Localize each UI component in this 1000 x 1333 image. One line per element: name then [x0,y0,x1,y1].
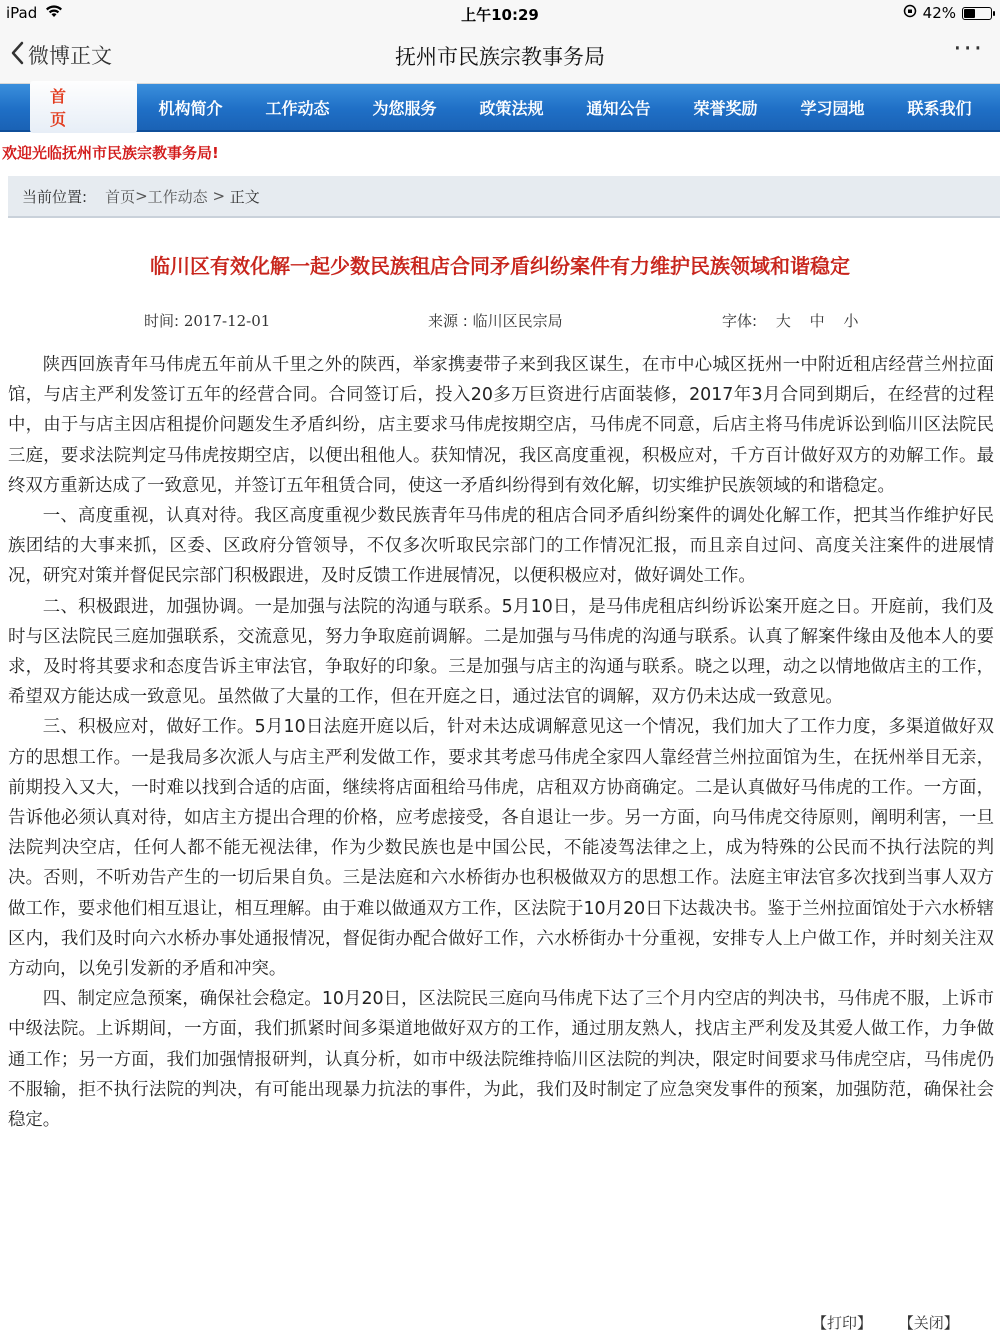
breadcrumb-label: 当前位置: [22,187,88,206]
device-name: iPad [6,4,38,22]
article-actions [812,1312,981,1333]
breadcrumb-separator: > [207,187,230,205]
font-size-controls: 字体: 大 中 小 [722,312,859,330]
article-date: 时间: 2017-12-01 [144,312,271,330]
menu-item-notices[interactable]: 通知公告 [586,98,651,118]
close-link[interactable]: 【关闭】 [898,1314,959,1332]
back-label: 微博正文 [28,44,112,68]
article-title: 临川区有效化解一起少数民族租店合同矛盾纠纷案件有力维护民族领域和谐稳定 [150,254,850,278]
article-body [8,350,994,1135]
menu-item-learning[interactable]: 学习园地 [800,98,865,118]
menu-item-policy[interactable]: 政策法规 [479,98,544,118]
breadcrumb-current: 正文 [229,187,260,206]
breadcrumb-home-link[interactable]: 首页 [105,187,136,206]
welcome-text: 欢迎光临抚州市民族宗教事务局! [2,144,219,162]
article-paragraph: 二、积极跟进，加强协调。一是加强与法院的沟通与联系。5月10日，是马伟虎租店纠纷诉讼案开庭之日。开庭前，我们及时与区法院民三庭加强联系，交流意见，努力争取庭前调解。二是加强与马伟虎的沟通与联系。认真了解案件缘由及他本人的要求，及时将其要求和态度告诉主审法官，争取好的印象。三是加强与店主的沟通与联系。晓之以理，动之以情地做店主的工作，希望双方能达成一致意见。虽然做了大量的工作，但在开庭之日，通过法官的调解，双方仍未达成一致意见。 [8,596,994,708]
article-paragraph: 四、制定应急预案，确保社会稳定。10月20日，区法院民三庭向马伟虎下达了三个月内空店的判决书，马伟虎不服，上诉市中级法院。上诉期间，一方面，我们抓紧时间多渠道地做好双方的工作，通过朋友熟人，找店主严利发及其爱人做工作，力争做通工作；另一方面，我们加强情报研判，认真分析，如市中级法院维持临川区法院的判决，限定时间要求马伟虎空店，马伟虎仍不服输，拒不执行法院的判决，有可能出现暴力抗法的事件，为此，我们及时制定了应急突发事件的预案，加强防范，确保社会稳定。 [8,989,994,1131]
font-large-button[interactable]: 大 [775,312,791,330]
article-meta [0,310,1000,334]
breadcrumb-separator: > [135,187,148,205]
menu-item-services[interactable]: 为您服务 [372,98,437,118]
chevron-left-icon [10,41,26,70]
battery-percent: 42% [922,4,956,22]
menu-item-contact[interactable]: 联系我们 [907,98,972,118]
orientation-lock-icon [903,4,917,22]
nav-bar [0,26,1000,84]
menu-item-news[interactable]: 工作动态 [265,98,330,118]
article-paragraph: 一、高度重视，认真对待。我区高度重视少数民族青年马伟虎的租店合同矛盾纠纷案件的调处化解工作，把其当作维护好民族团结的大事来抓，区委、区政府分管领导，不仅多次听取民宗部门的工作情况汇报，而且亲自过问、高度关注案件的进展情况，研究对策并督促民宗部门积极跟进，及时反馈工作进展情况，以便积极应对，做好调处工作。 [8,506,994,587]
menu-item-about[interactable]: 机构简介 [158,98,223,118]
battery-icon [962,7,992,20]
font-medium-button[interactable]: 中 [809,312,825,330]
menu-item-home[interactable]: 首 页 [30,84,137,130]
article-source: 来源 : 临川区民宗局 [428,312,563,330]
status-bar [0,0,1000,26]
article-paragraph: 陕西回族青年马伟虎五年前从千里之外的陕西，举家携妻带子来到我区谋生，在市中心城区抚州一中附近租店经营兰州拉面馆，与店主严利发签订五年的经营合同。合同签订后，投入20多万巨资进行店面装修，2017年3月合同到期后，在经营的过程中，由于与店主因店租提价问题发生矛盾纠纷，店主要求马伟虎按期空店，马伟虎不同意，后店主将马伟虎诉讼到临川区法院民三庭，要求法院判定马伟虎按期空店，以便出租他人。获知情况，我区高度重视，积极应对，千方百计做好双方的劝解工作。最终双方重新达成了一致意见，并签订五年租赁合同，使这一矛盾纠纷得到有效化解，切实维护民族领域的和谐稳定。 [8,355,994,496]
breadcrumb-section-link[interactable]: 工作动态 [147,187,208,206]
menu-item-honors[interactable]: 荣誉奖励 [693,98,758,118]
article-paragraph: 三、积极应对，做好工作。5月10日法庭开庭以后，针对未达成调解意见这一个情况，我们加大了工作力度，多渠道做好双方的思想工作。一是我局多次派人与店主严利发做工作，要求其考虑马伟虎全家四人靠经营兰州拉面馆为生，在抚州举目无亲，前期投入又大，一时难以找到合适的店面，继续将店面租给马伟虎，店租双方协商确定。二是认真做好马伟虎的工作。一方面，告诉他必须认真对待，如店主方提出合理的价格，应考虑接受，各自退让一步。另一方面，向马伟虎交待原则，阐明利害，一旦法院判决空店，任何人都不能无视法律，作为少数民族也是中国公民，不能凌驾法律之上，成为特殊的公民而不执行法院的判决。否则，不听劝告产生的一切后果自负。三是法庭和六水桥街办也积极做双方的思想工作。法庭主审法官多次找到当事人双方做工作，要求他们相互退让，相互理解。由于难以做通双方工作，区法院于10月20日下达裁决书。鉴于兰州拉面馆处于六水桥辖区内，我们及时向六水桥办事处通报情况，督促街办配合做好工作，六水桥街办十分重视，安排专人上户做工作，并时刻关注双方动向，以免引发新的矛盾和冲突。 [8,717,994,980]
back-button[interactable] [10,40,112,70]
main-menu [0,84,1000,132]
print-link[interactable]: 【打印】 [812,1314,873,1332]
font-small-button[interactable]: 小 [843,312,859,330]
more-icon[interactable]: ··· [953,34,984,64]
page-title: 抚州市民族宗教事务局 [395,45,605,69]
breadcrumb [8,176,1000,218]
clock: 上午10:29 [461,6,539,24]
